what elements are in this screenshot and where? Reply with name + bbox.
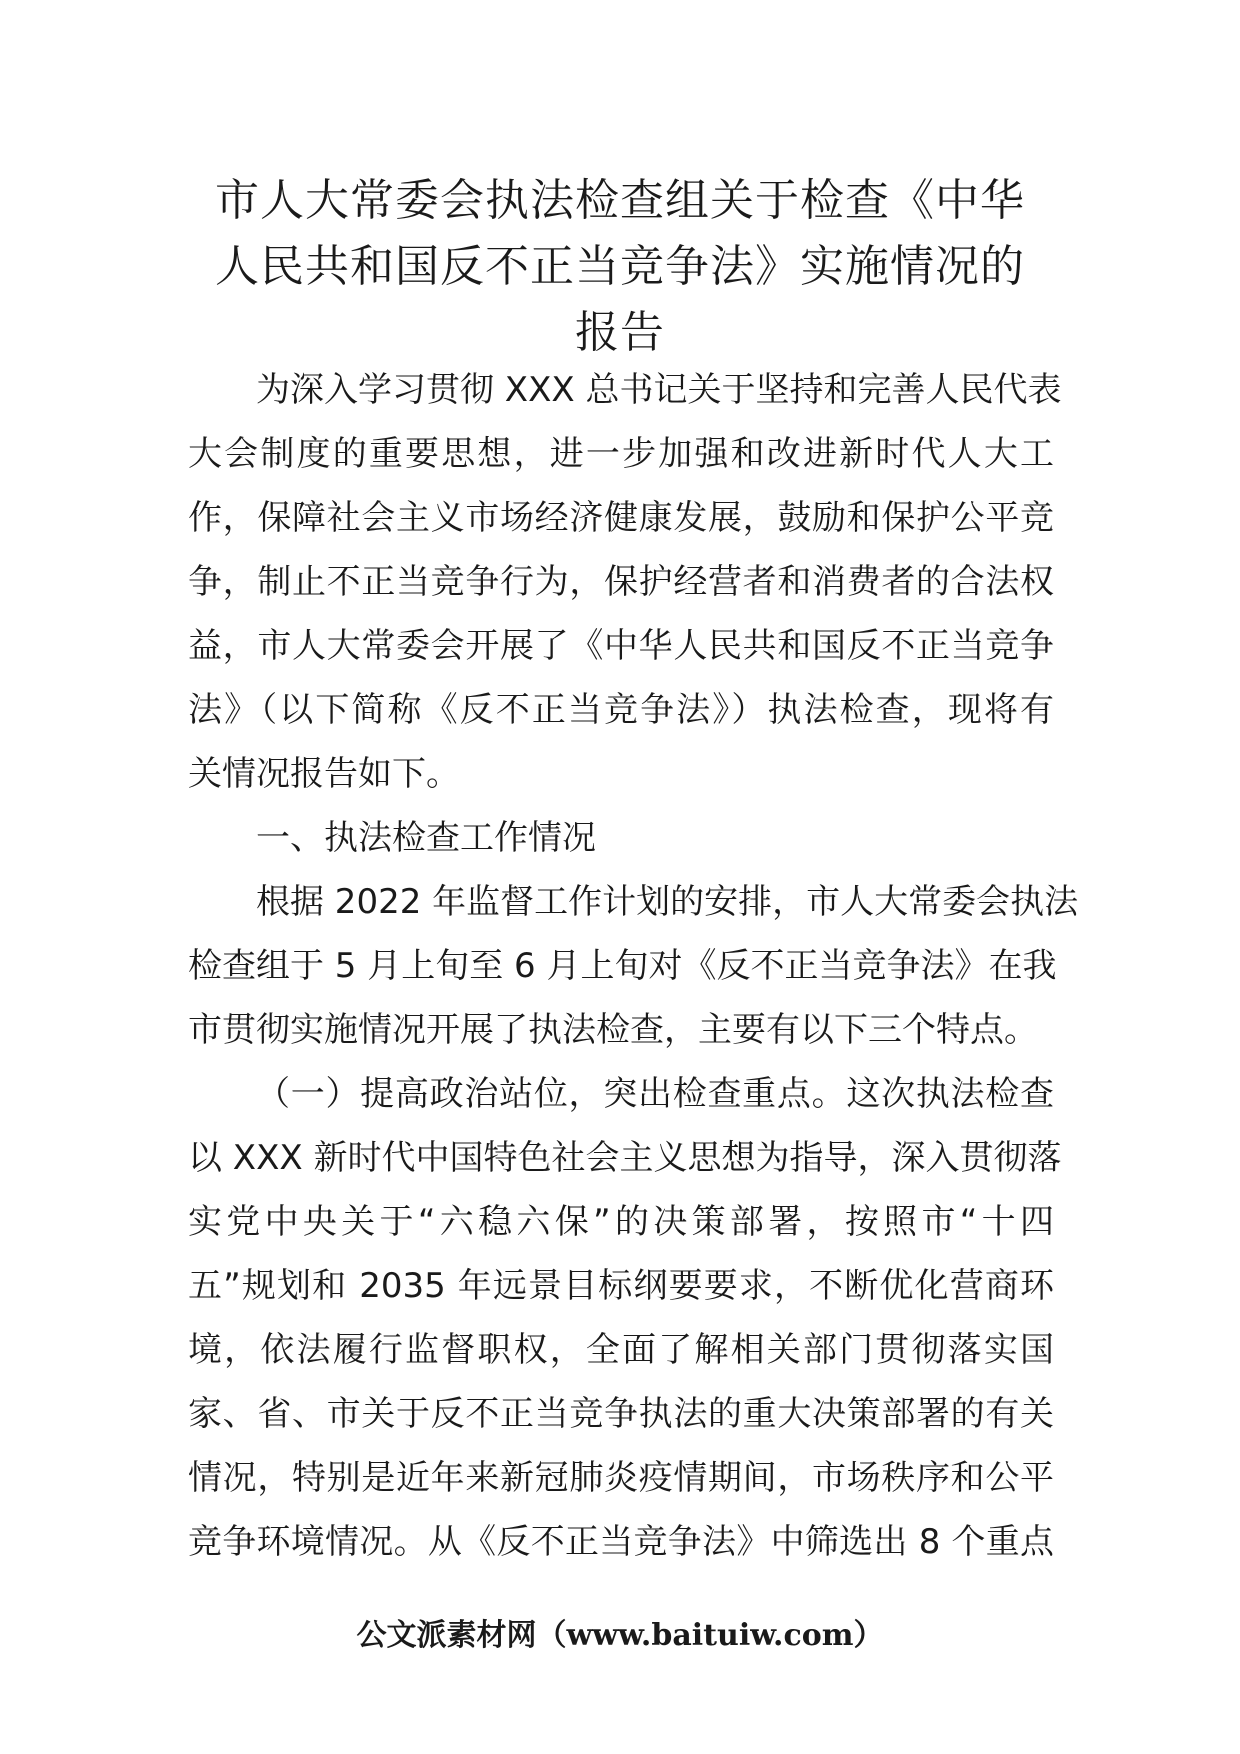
- paragraph-overview: [188, 870, 1079, 1062]
- text-line: 实党中央关于“六稳六保”的决策部署，按照市“十四: [188, 1202, 1054, 1242]
- text-line: 争，制止不正当竞争行为，保护经营者和消费者的合法权: [188, 562, 1054, 602]
- text-line: 检查组于 5 月上旬至 6 月上旬对《反不正当竞争法》在我: [188, 946, 1057, 986]
- title-line: 报告: [575, 307, 665, 358]
- text-line: 家、省、市关于反不正当竞争执法的重大决策部署的有关: [188, 1394, 1054, 1434]
- text-line: 大会制度的重要思想，进一步加强和改进新时代人大工: [188, 434, 1054, 474]
- text-line: 市贯彻实施情况开展了执法检查，主要有以下三个特点。: [188, 1010, 1038, 1050]
- title-line: 人民共和国反不正当竞争法》实施情况的: [215, 241, 1025, 292]
- section-heading: [188, 806, 1054, 870]
- document-title: [180, 168, 1060, 366]
- footer-watermark: 公文派素材网（www.baituiw.com）: [356, 1618, 884, 1653]
- text-line: 一、执法检查工作情况: [256, 818, 596, 858]
- text-line: 五”规划和 2035 年远景目标纲要要求，不断优化营商环: [188, 1266, 1054, 1306]
- text-line: 益，市人大常委会开展了《中华人民共和国反不正当竞争: [188, 626, 1054, 666]
- paragraph-intro: [188, 358, 1062, 806]
- text-line: 根据 2022 年监督工作计划的安排，市人大常委会执法: [256, 882, 1079, 922]
- document-body: [188, 358, 1079, 1574]
- paragraph-point-one: [188, 1062, 1062, 1574]
- text-line: 法》（以下简称《反不正当竞争法》）执法检查，现将有: [188, 690, 1054, 730]
- text-line: 关情况报告如下。: [188, 754, 460, 794]
- text-line: 为深入学习贯彻 XXX 总书记关于坚持和完善人民代表: [256, 370, 1062, 410]
- text-line: 境，依法履行监督职权，全面了解相关部门贯彻落实国: [188, 1330, 1054, 1370]
- text-line: 竞争环境情况。从《反不正当竞争法》中筛选出 8 个重点: [188, 1522, 1054, 1562]
- text-line: 作，保障社会主义市场经济健康发展，鼓励和保护公平竞: [188, 498, 1054, 538]
- text-line: 情况，特别是近年来新冠肺炎疫情期间，市场秩序和公平: [188, 1458, 1054, 1498]
- text-line: 以 XXX 新时代中国特色社会主义思想为指导，深入贯彻落: [188, 1138, 1062, 1178]
- text-line: （一）提高政治站位，突出检查重点。这次执法检查: [256, 1074, 1054, 1114]
- title-line: 市人大常委会执法检查组关于检查《中华: [215, 175, 1025, 226]
